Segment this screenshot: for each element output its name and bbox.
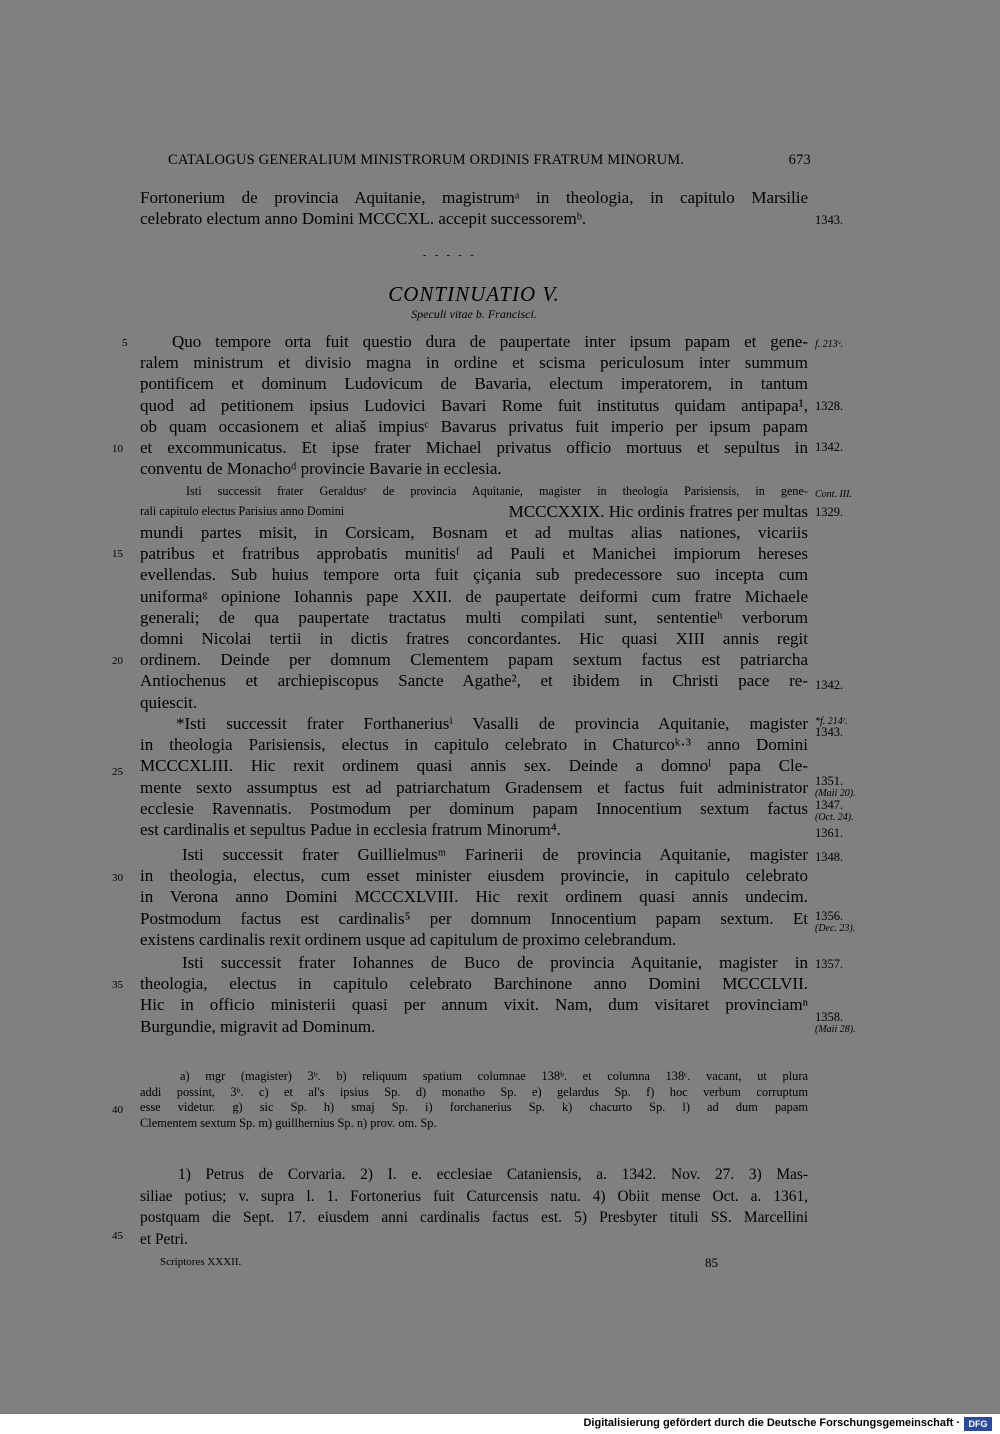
text-line: theologia, electus in capitulo celebrato Barchinone anno Domini MCCCLVII. — [140, 974, 808, 994]
margin-folio: f. 213ᵛ. — [815, 339, 844, 350]
margin-date: 1358. — [815, 1010, 844, 1024]
margin-date: 1342. — [815, 678, 844, 692]
line-number: 10 — [112, 443, 123, 455]
margin-date-detail: (Maii 20). — [815, 788, 856, 799]
separator: - - - - - — [423, 250, 477, 261]
margin-date: 1347. — [815, 798, 844, 812]
apparatus-line: addi possint, 3ᵇ. c) et al's ipsius Sp. d) monatho Sp. e) gelardus Sp. f) hoc verbum corruptum — [140, 1084, 808, 1099]
paragraph-5 — [140, 952, 808, 1037]
line-number: 25 — [112, 766, 123, 778]
text-line: est cardinalis et sepultus Padue in ecclesia fratrum Minorum⁴. — [140, 819, 561, 839]
historical-notes — [140, 1164, 808, 1251]
text-line: ecclesie Ravennatis. Postmodum per dominum papam Innocentium sextum factus — [140, 798, 808, 818]
text-line: MCCCXXIX. Hic ordinis fratres per multas — [508, 502, 808, 521]
note-line: et Petri. — [140, 1231, 188, 1249]
margin-date: 1348. — [815, 850, 844, 864]
text-line: pontificem et dominum Ludovicum de Bavaria, electum imperatorem, in tantum — [140, 374, 808, 394]
banner-text: Digitalisierung gefördert durch die Deutsche Forschungsgemeinschaft · — [583, 1417, 960, 1429]
text-line: Isti successit frater Iohannes de Buco de provincia Aquitanie, magister in — [182, 953, 808, 972]
text-line: Quo tempore orta fuit questio dura de paupertate inter ipsum papam et gene- — [172, 332, 808, 351]
margin-date-detail: (Maii 28). — [815, 1024, 856, 1035]
funding-banner — [0, 1414, 1000, 1434]
text-line: existens cardinalis rexit ordinem usque ad capitulum de proximo celebrandum. — [140, 929, 677, 949]
note-line: siliae potius; v. supra l. 1. Fortonerius fuit Caturcensis natu. 4) Obiit mense Oct. a. 1361, — [140, 1187, 808, 1205]
text-line: ob quam occasionem et aliaš impiusᶜ Bavarus privatus fuit imperio per ipsum papam — [140, 416, 808, 436]
line-number: 30 — [112, 872, 123, 884]
text-line: evellendas. Sub huius tempore orta fuit çiçania sub predecessore suo incepta cum — [140, 565, 808, 585]
apparatus-line: esse videtur. g) sic Sp. h) smaj Sp. i) forchanerius Sp. k) chacurto Sp. l) ad dum papam — [140, 1100, 808, 1114]
line-number: 40 — [112, 1104, 123, 1116]
intro-paragraph — [140, 187, 808, 229]
text-line: conventu de Monachoᵈ provincie Bavarie in ecclesia. — [140, 459, 502, 479]
running-header — [168, 152, 811, 169]
apparatus-line: Clementem sextum Sp. m) guillhernius Sp. n) prov. om. Sp. — [140, 1115, 437, 1130]
sheet-number: 85 — [705, 1255, 718, 1270]
margin-note: Cont. III. — [815, 489, 852, 500]
margin-date-detail: (Oct. 24). — [815, 812, 854, 823]
margin-folio: *f. 214ʳ. — [815, 716, 848, 727]
section-heading — [140, 282, 808, 322]
line-number: 5 — [122, 337, 128, 349]
note-line: 1) Petrus de Corvaria. 2) I. e. ecclesiae Cataniensis, a. 1342. Nov. 27. 3) Mas- — [178, 1166, 808, 1183]
text-line: Postmodum factus est cardinalis⁵ per domnum Innocentium papam sextum. Et — [140, 908, 808, 928]
paragraph-3 — [140, 713, 808, 840]
margin-date: 1357. — [815, 957, 844, 971]
note-line: postquam die Sept. 17. eiusdem anni cardinalis factus est. 5) Presbyter tituli SS. Marcellini — [140, 1209, 808, 1227]
running-title: CATALOGUS GENERALIUM MINISTRORUM ORDINIS FRATRUM MINORUM. — [168, 152, 685, 168]
paragraph-2 — [140, 522, 808, 713]
margin-date: 1342. — [815, 440, 844, 454]
line-number: 45 — [112, 1230, 123, 1242]
text-line: ordinem. Deinde per domnum Clementem papam sextum factus est patriarcha — [140, 650, 808, 670]
margin-date-detail: (Dec. 23). — [815, 923, 856, 934]
text-line: celebrato electum anno Domini MCCCXL. accepit successoremᵇ. — [140, 209, 587, 229]
text-line: Isti successit frater Guillielmusᵐ Farinerii de provincia Aquitanie, magister — [182, 845, 808, 864]
text-line: generali; de qua paupertate tractatus multi compilati sunt, sententieʰ verborum — [140, 607, 808, 627]
text-line: MCCCXLIII. Hic rexit ordinem quasi annis sex. Deinde a domnoˡ papa Cle- — [140, 756, 808, 776]
paragraph-2-mixed-line — [140, 501, 808, 522]
line-number: 15 — [112, 548, 123, 560]
margin-date: 1343. — [815, 213, 844, 227]
apparatus-line: a) mgr (magister) 3ᵇ. b) reliquum spatium columnae 138ᵇ. et columna 138ᶜ. vacant, ut plura — [180, 1069, 808, 1083]
text-line: mente sexto assumptus est ad patriarchatum Gradensem et factus fuit administrator — [140, 777, 808, 797]
small-text: rali capitulo electus Parisius anno Domini — [140, 504, 345, 518]
text-line: in Verona anno Domini MCCCXLVIII. Hic rexit ordinem quasi annis undecim. — [140, 887, 808, 907]
mixed-line — [140, 501, 808, 522]
margin-date: 1351. — [815, 774, 844, 788]
paragraph-4 — [140, 844, 808, 950]
margin-date: 1343. — [815, 725, 844, 739]
margin-date: 1356. — [815, 909, 844, 923]
text-line: quiescit. — [140, 692, 198, 712]
text-line: in theologia Parisiensis, electus in capitulo celebrato in Chaturcoᵏ·³ anno Domini — [140, 735, 808, 755]
text-line: quod ad petitionem ipsius Ludovici Bavari Rome fuit institutus quidam antipapa¹, — [140, 395, 808, 415]
text-line: Fortonerium de provincia Aquitanie, magistrumᵃ in theologia, in capitulo Marsilie — [140, 188, 808, 207]
line-number: 35 — [112, 979, 123, 991]
paragraph-1 — [140, 331, 808, 479]
printer-signature: Scriptores XXXII. — [160, 1256, 242, 1268]
margin-date: 1361. — [815, 826, 844, 840]
page-number: 673 — [788, 152, 811, 168]
text-line: et excommunicatus. Et ipse frater Michael privatus officio mortuus et sepultus in — [140, 437, 808, 457]
text-line: uniformaᵍ opinione Iohannis pape XXII. de paupertate deiformi cum fratre Michaele — [140, 586, 808, 606]
text-line: *Isti successit frater Forthaneriusⁱ Vasalli de provincia Aquitanie, magister — [176, 714, 808, 733]
text-line: Hic in officio ministerii quasi per annum vixit. Nam, dum visitaret provinciamⁿ — [140, 995, 808, 1015]
paragraph-2-small — [140, 481, 808, 502]
margin-date: 1329. — [815, 505, 844, 519]
text-line: Burgundie, migravit ad Dominum. — [140, 1016, 376, 1036]
text-line: patribus et fratribus approbatis munitisᶠ ad Pauli et Manichei impiorum hereses — [140, 544, 808, 564]
text-line: ralem ministrum et divisio magna in ordine et scisma periculosum inter summum — [140, 353, 808, 373]
section-title: CONTINUATIO V. — [388, 282, 560, 306]
margin-date: 1328. — [815, 399, 844, 413]
text-line: Antiochenus et archiepiscopus Sancte Agathe², et ibidem in Christi pace re- — [140, 671, 808, 691]
line-number: 20 — [112, 655, 123, 667]
text-line: in theologia, electus, cum esset minister eiusdem provincie, in capitulo celebrato — [140, 866, 808, 886]
text-line: domni Nicolai tertii in dictis fratres concordantes. Hic quasi XIII annis regit — [140, 628, 808, 648]
dfg-logo: DFG — [964, 1417, 992, 1431]
section-subtitle: Speculi vitae b. Francisci. — [411, 307, 537, 321]
text-line: Isti successit frater Geraldusᵉ de provincia Aquitanie, magister in theologia Parisiensis, in gene- — [186, 484, 808, 498]
text-line: mundi partes misit, in Corsicam, Bosnam et ad multas alias nationes, vicariis — [140, 523, 808, 542]
critical-apparatus — [140, 1069, 808, 1131]
